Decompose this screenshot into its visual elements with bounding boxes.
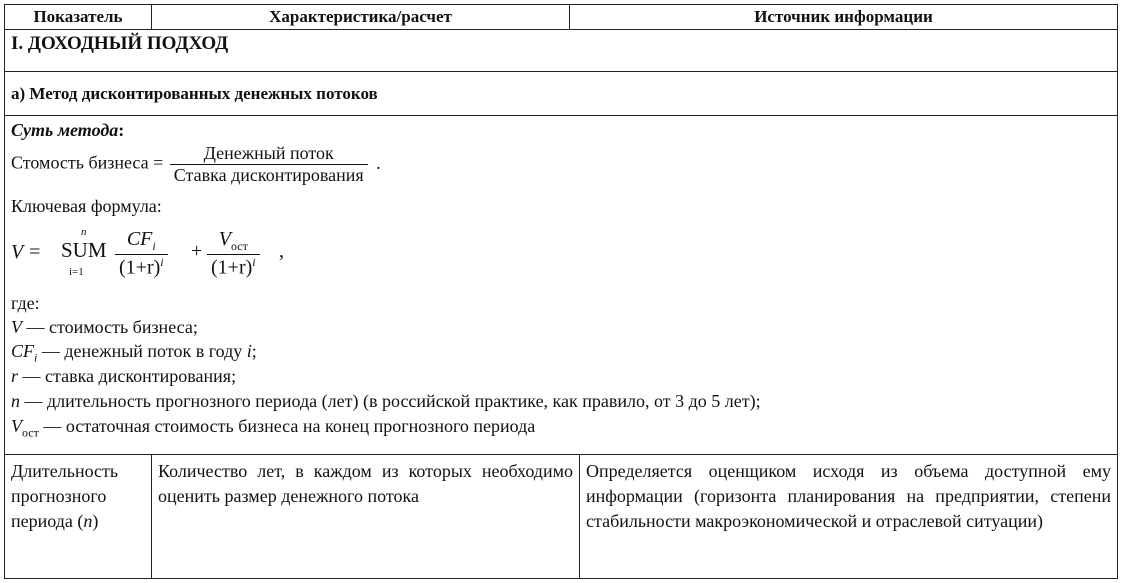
section-row (5, 30, 1117, 72)
essence-label: Суть метода: (11, 120, 125, 140)
definition-item: $CF_i$ — денежный поток в году i; (11, 341, 257, 365)
section-title: I. ДОХОДНЫЙ ПОДХОД (11, 33, 229, 54)
forecast-description: Количество лет, в каждом из которых необходимо оценить размер денежного потока (152, 455, 580, 578)
subsection-row (5, 72, 1117, 116)
method-description-row: Суть метода: Стомость бизнеса = $\frac{\text{Денежный поток}}{\text{Ставка дисконтирования}}$ . Ключевая формула: V = n SUM i=1 $CF_i$ $(1+r)^i$ + $V_{ост}$ $(1+r)^i$ , где: V — стоимость бизнеса; $CF_i$ — денежный поток в году i; r — ставка дисконтирования; n — длительность прогнозного периода (лет) (в российской практике, как правило, от 3 до 5 лет); $V_{ост}$ — остаточная стоимость бизнеса на конец прогнозного периода (5, 116, 1117, 455)
where-label: где: (11, 293, 40, 313)
value-denominator: Ставка дисконтирования (170, 164, 368, 186)
term2-fraction: $V_{ост}$ $(1+r)^i$ (207, 228, 260, 280)
value-formula-lhs: Стомость бизнеса = (11, 152, 164, 173)
value-numerator: Денежный поток (203, 143, 334, 163)
subsection-title: а) Метод дисконтированных денежных потоков (11, 84, 378, 103)
definition-item: $V_{ост}$ — остаточная стоимость бизнеса на конец прогнозного периода (11, 416, 536, 440)
key-formula-label: Ключевая формула: (11, 196, 162, 216)
term1-fraction: $CF_i$ $(1+r)^i$ (115, 228, 168, 280)
sum-symbol: n SUM i=1 (61, 226, 107, 278)
definition-item: n — длительность прогнозного периода (лет) (в российской практике, как правило, от 3 до 5 лет); (11, 391, 761, 411)
header-source: Источник информации (754, 7, 933, 26)
value-fraction (170, 143, 368, 186)
forecast-indicator: Длительность прогнозного периода (n) (5, 455, 152, 578)
forecast-period-row (5, 455, 1117, 578)
definition-item: V — стоимость бизнеса; (11, 317, 198, 337)
value-formula: Стомость бизнеса = $\frac{\text{Денежный поток}}{\text{Ставка дисконтирования}}$ . (11, 143, 381, 185)
table-header-row (5, 5, 1117, 30)
formula-lhs: V = (11, 241, 42, 263)
definition-item: r — ставка дисконтирования; (11, 366, 237, 386)
formula-plus: + (191, 240, 203, 262)
header-indicator: Показатель (5, 5, 152, 29)
header-characteristic: Характеристика/расчет (152, 5, 570, 29)
methods-table (4, 4, 1118, 579)
forecast-source: Определяется оценщиком исходя из объема доступной ему информации (горизонта планирования на предприятии, степени стабильности макроэкономической и отраслевой ситуации) (586, 461, 1111, 531)
